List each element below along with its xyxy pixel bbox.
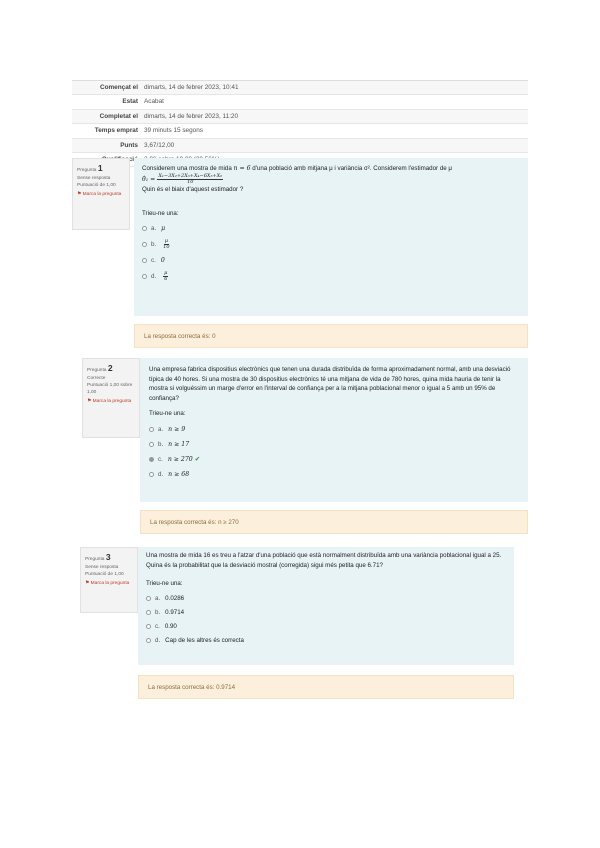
correct-answer-feedback: La resposta correcta és: n ≥ 270 — [140, 510, 528, 534]
summary-label: Temps emprat — [94, 127, 138, 135]
question-status: Sense resposta — [77, 175, 111, 181]
option-a[interactable]: a. n ≥ 9 — [149, 422, 519, 437]
answer-title: Trieu-ne una: — [149, 410, 186, 418]
option-d[interactable]: d. $\frac{\mu}{6}$ — [142, 268, 520, 285]
correct-answer-feedback: La resposta correcta és: 0.9714 — [138, 675, 514, 699]
question-text: Una empresa fabrica dispositius electrònics que tenen una durada distribuïda de forma aproximadament normal, amb una desviació típica de 40 hores. Si una mostra de 30 dispositius electrònics té una mitjana de vida de 780 hores, quina mida hauria de tenir la mostra si volguéssim un marge d'error en l'interval de confiança per a la mitjana poblacional menor o igual a 5 amb un 95% de confiança? — [149, 366, 511, 402]
summary-value: dimarts, 14 de febrer 2023, 10:41 — [144, 84, 239, 91]
question-marks: Puntuació de 1,00 — [85, 572, 124, 578]
answer-title: Trieu-ne una: — [142, 209, 179, 217]
flag-question-link[interactable]: ⚑ Marca la pregunta — [85, 581, 130, 587]
question-marks: Puntuació 1,00 sobre 1,00 — [87, 383, 133, 396]
option-c[interactable]: c. 0.90 — [146, 620, 506, 634]
radio-button[interactable] — [149, 427, 154, 432]
radio-button[interactable] — [149, 472, 154, 477]
summary-label: Completat el — [99, 112, 138, 120]
question-status: Correcte — [87, 375, 106, 381]
radio-button[interactable] — [149, 442, 154, 447]
summary-label: Punts — [120, 141, 138, 149]
question-number: 3 — [105, 552, 111, 562]
question-number: 1 — [97, 163, 103, 173]
summary-value: 39 minuts 15 segons — [144, 127, 203, 135]
correct-check-icon: ✔ — [194, 455, 201, 463]
radio-button[interactable] — [146, 596, 151, 601]
question-number: 2 — [107, 363, 113, 373]
question-info — [82, 358, 140, 438]
attempt-summary-table — [72, 80, 528, 167]
option-d[interactable]: d. n ≥ 68 — [149, 467, 519, 482]
summary-row-time — [72, 124, 528, 138]
question-content — [140, 358, 528, 502]
radio-button[interactable] — [146, 610, 151, 615]
question-text: Una mostra de mida 16 es treu a l'atzar d'una població que està normalment distribuïda amb una variància poblacional igual a 25. Quina és la probabilitat que la desviació mostral (corregida) sigui més petita que 6.71? — [146, 552, 502, 569]
radio-button[interactable] — [142, 226, 147, 231]
question-label: Pregunta — [85, 557, 105, 562]
question-info — [72, 158, 130, 230]
radio-button[interactable] — [146, 638, 151, 643]
radio-button-selected[interactable] — [149, 457, 154, 462]
option-a[interactable]: a. μ — [142, 221, 520, 236]
flag-icon: ⚑ — [77, 192, 82, 198]
question-text: Considerem una mostra de mida n = 6 d'una població amb mitjana μ i variància σ². Considerem l'estimador de μ — [142, 165, 452, 172]
question-info — [80, 547, 138, 613]
radio-button[interactable] — [142, 258, 147, 263]
summary-value: dimarts, 14 de febrer 2023, 11:20 — [144, 112, 239, 120]
summary-value: Acabat — [144, 98, 164, 106]
question-content — [138, 547, 514, 665]
option-b[interactable]: b. $\frac{\mu}{10}$ — [142, 236, 520, 253]
radio-button[interactable] — [142, 274, 147, 279]
option-c[interactable]: c. 0 — [142, 253, 520, 268]
option-b[interactable]: b. n ≥ 17 — [149, 437, 519, 452]
estimator-formula: θ̂₁ = $\frac{\text{X₁−3X₂+2X₃+X₄−6X₅+X₆}}{10}$ — [142, 172, 223, 185]
flag-question-link[interactable]: ⚑ Marca la pregunta — [77, 192, 122, 198]
option-d[interactable]: d. Cap de les altres és correcta — [146, 634, 506, 648]
question-content — [134, 158, 528, 316]
question-marks: Puntuació de 1,00 — [77, 183, 116, 189]
summary-row-started — [72, 81, 528, 95]
flag-icon: ⚑ — [85, 581, 90, 587]
summary-row-points — [72, 139, 528, 153]
summary-value: 3,67/12,00 — [144, 141, 175, 149]
summary-row-state — [72, 95, 528, 109]
summary-label: Estat — [122, 98, 138, 106]
flag-icon: ⚑ — [87, 399, 92, 405]
option-b[interactable]: b. 0.9714 — [146, 606, 506, 620]
question-label: Pregunta — [87, 368, 107, 373]
radio-button[interactable] — [146, 624, 151, 629]
question-prompt: Quin és el biaix d'aquest estimador ? — [142, 186, 244, 194]
answer-title: Trieu-ne una: — [146, 580, 183, 588]
question-label: Pregunta — [77, 168, 97, 173]
flag-question-link[interactable]: ⚑ Marca la pregunta — [87, 399, 132, 405]
summary-row-completed — [72, 110, 528, 124]
correct-answer-feedback: La resposta correcta és: 0 — [134, 324, 528, 348]
summary-label: Començat el — [99, 84, 138, 91]
option-a[interactable]: a. 0.0286 — [146, 592, 506, 606]
radio-button[interactable] — [142, 242, 147, 247]
question-status: Sense resposta — [85, 564, 119, 570]
option-c[interactable]: c. n ≥ 270 ✔ — [149, 452, 519, 467]
